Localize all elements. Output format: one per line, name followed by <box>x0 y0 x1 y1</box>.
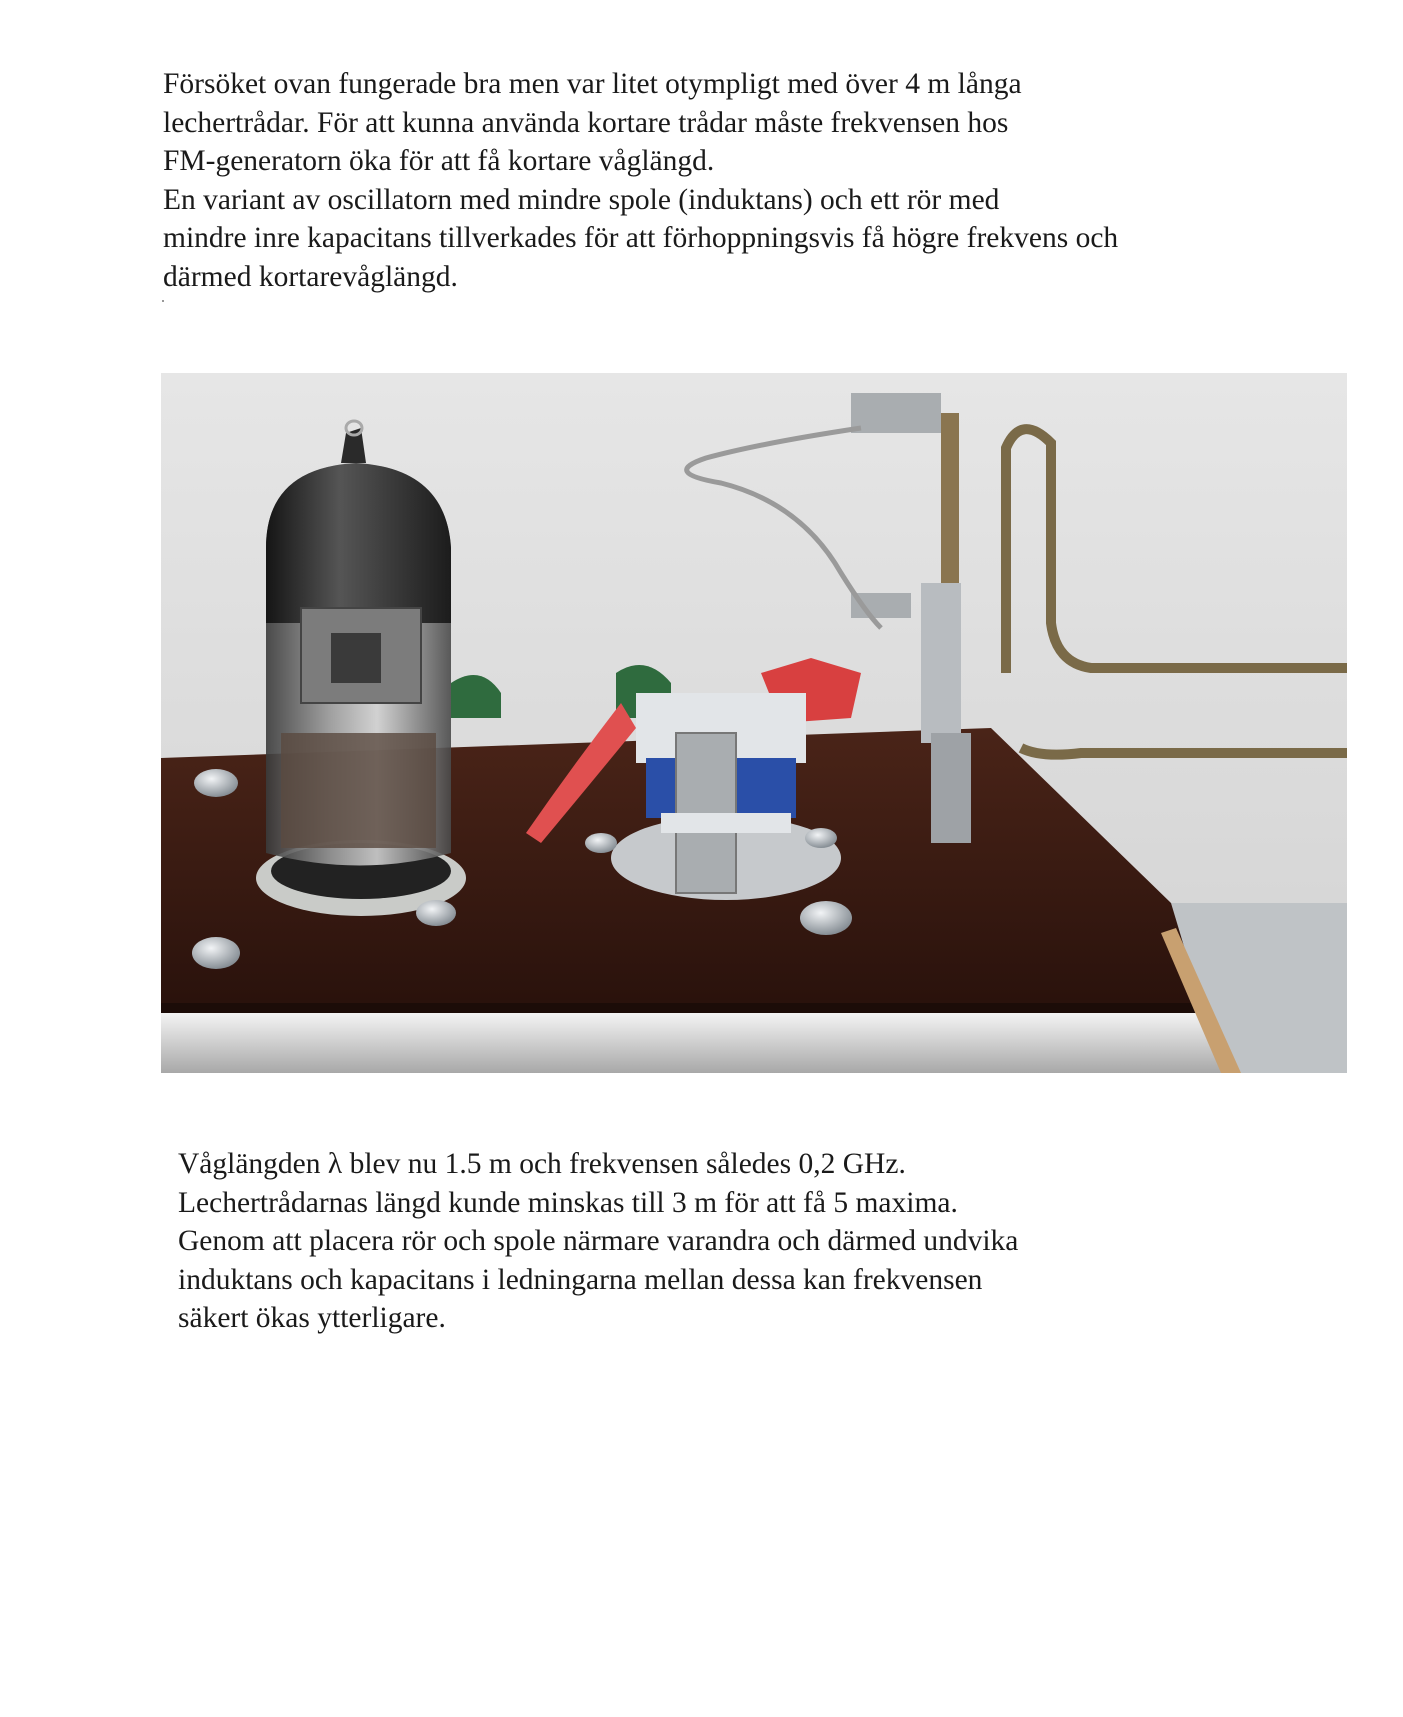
result-line: säkert ökas ytterligare. <box>178 1302 446 1334</box>
tube-internals <box>281 733 436 848</box>
intro-line: mindre inre kapacitans tillverkades för att förhoppningsvis få högre frekvens och <box>163 222 1119 254</box>
aluminium-chassis-rail <box>161 1013 1221 1073</box>
screw <box>585 833 617 853</box>
intro-line: Försöket ovan fungerade bra men var litet otympligt med över 4 m långa <box>163 68 1022 100</box>
coil-former-base <box>661 813 791 833</box>
intro-line: lechertrådar. För att kunna använda kortare trådar måste frekvensen hos <box>163 106 1009 139</box>
oscillator-photo-drawing <box>161 373 1347 1073</box>
board-edge <box>161 1003 1201 1013</box>
result-line: Våglängden λ blev nu 1.5 m och frekvensen således 0,2 GHz. <box>178 1148 906 1180</box>
screw <box>416 900 456 926</box>
intro-paragraph <box>163 65 1118 296</box>
screw <box>800 901 852 935</box>
tube-plate-window <box>331 633 381 683</box>
tube-getter <box>266 463 451 623</box>
terminal-block <box>851 393 941 433</box>
result-paragraph <box>178 1145 1018 1338</box>
intro-line: En variant av oscillatorn med mindre spole (induktans) och ett rör med <box>163 183 1000 216</box>
scan-speck <box>162 300 164 302</box>
result-line: Genom att placera rör och spole närmare varandra och därmed undvika <box>178 1225 1019 1257</box>
screw <box>194 769 238 797</box>
result-line: induktans och kapacitans i ledningarna mellan dessa kan frekvensen <box>178 1263 983 1296</box>
tuning-post <box>921 583 961 743</box>
intro-line: FM-generatorn öka för att få kortare våglängd. <box>163 145 715 177</box>
oscillator-photo <box>161 373 1347 1073</box>
screw <box>805 828 837 848</box>
result-line: Lechertrådarnas längd kunde minskas till 3 m för att få 5 maxima. <box>178 1186 958 1219</box>
screw <box>192 937 240 969</box>
tuning-post-base <box>931 733 971 843</box>
intro-line: därmed kortarevåglängd. <box>163 260 458 293</box>
